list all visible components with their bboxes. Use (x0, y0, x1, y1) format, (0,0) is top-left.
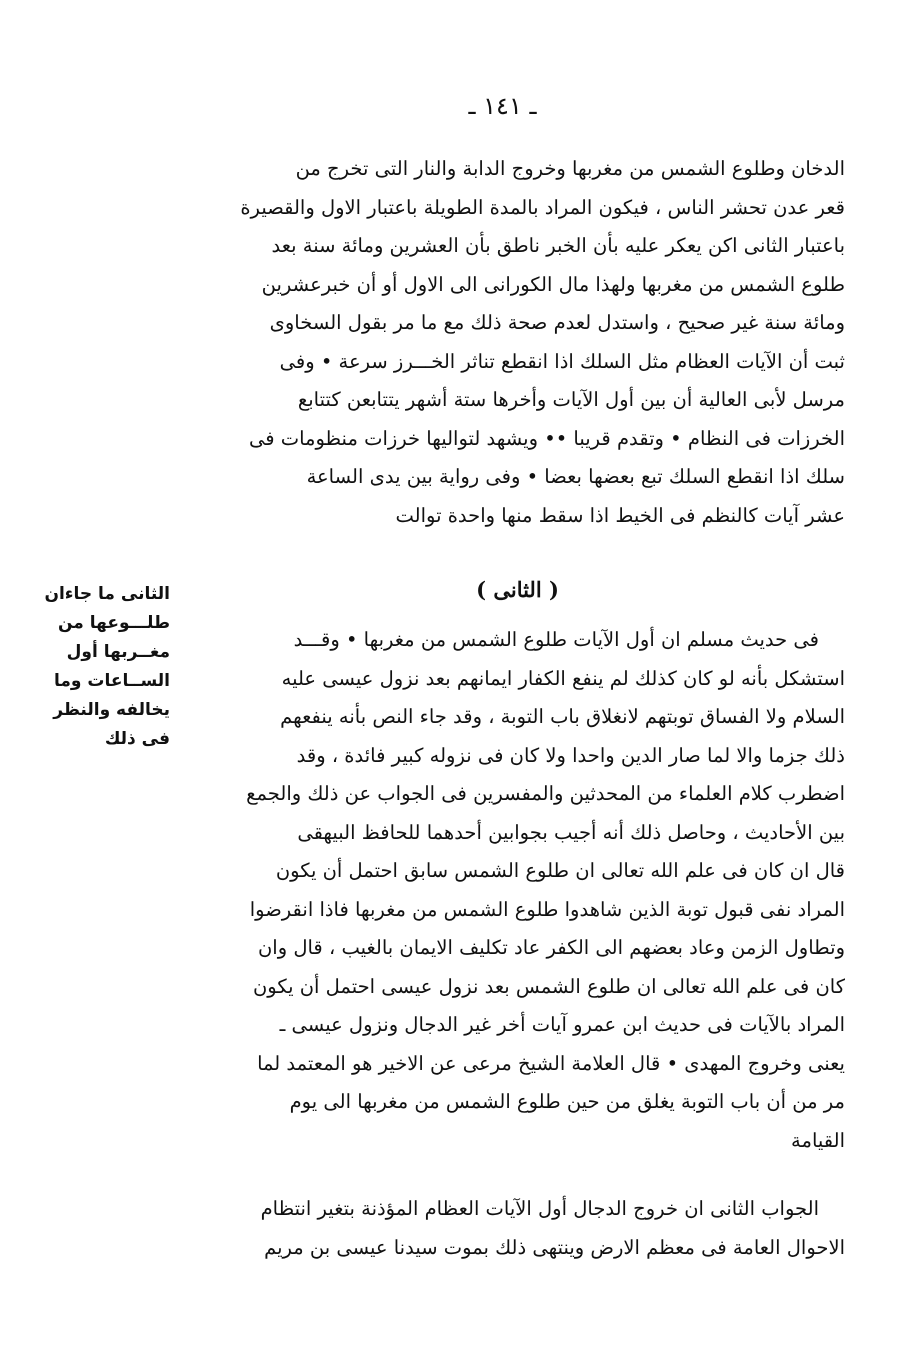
page-number: ـ ١٤١ ـ (468, 92, 537, 120)
margin-note-line: فى ذلك (104, 729, 170, 749)
text-line: القيامة (791, 1128, 845, 1152)
text-line: ذلك جزما والا لما صار الدين واحدا ولا كان فى نزوله كبير فائدة ، وقد (296, 743, 845, 767)
margin-note-line: الثانى ما جاءان (44, 584, 170, 604)
text-line: كان فى علم الله تعالى ان طلوع الشمس بعد نزول عيسى احتمل أن يكون (252, 974, 845, 998)
text-line: الاحوال العامة فى معظم الارض وينتهى ذلك بموت سيدنا عيسى بن مريم (264, 1235, 845, 1259)
text-line: الخرزات فى النظام • وتقدم قريبا •• ويشهد لتواليها خرزات منظومات فى (248, 426, 845, 450)
text-line: المراد نفى قبول توبة الذين شاهدوا طلوع الشمس من مغربها فاذا انقرضوا (249, 897, 845, 921)
margin-note-line: يخالفه والنظر (53, 700, 170, 720)
text-line: ثبت أن الآيات العظام مثل السلك اذا انقطع تناثر الخـــرز سرعة • وفى (279, 349, 845, 373)
margin-note-line: طلـــوعها من (57, 613, 170, 633)
second-paragraph (190, 621, 845, 1160)
text-line: فى حديث مسلم ان أول الآيات طلوع الشمس من مغربها • وقـــد (293, 628, 819, 651)
text-line: اضطرب كلام العلماء من المحدثين والمفسرين فى الجواب عن ذلك والجمع (246, 782, 845, 805)
text-line: ومائة سنة غير صحيح ، واستدل لعدم صحة ذلك مع ما مر بقول السخاوى (269, 311, 845, 334)
text-line: مر من أن باب التوبة يغلق من حين طلوع الشمس من مغربها الى يوم (289, 1090, 845, 1113)
text-line: المراد بالآيات فى حديث ابن عمرو آيات أخر غير الدجال ونزول عيسى ـ (279, 1013, 845, 1036)
text-line: الدخان وطلوع الشمس من مغربها وخروج الدابة والنار التى تخرج من (295, 157, 845, 180)
text-line: عشر آيات كالنظم فى الخيط اذا سقط منها واحدة توالت (395, 503, 845, 527)
margin-note-line: الســاعات وما (54, 671, 170, 691)
margin-note-line: مغــربها أول (66, 642, 170, 662)
margin-note (20, 580, 170, 754)
text-line: مرسل لأبى العالية أن بين أول الآيات وأخرها ستة أشهر يتتابعن كتتابع (297, 388, 845, 411)
third-paragraph (190, 1190, 845, 1267)
first-paragraph (190, 150, 845, 535)
text-line: بين الأحاديث ، وحاصل ذلك أنه أجيب بجوابين أحدهما للحافظ البيهقى (297, 820, 845, 844)
text-line: استشكل بأنه لو كان كذلك لم ينفع الكفار ايمانهم بعد نزول عيسى عليه (281, 666, 845, 690)
text-line: قال ان كان فى علم الله تعالى ان طلوع الشمس سابق احتمل أن يكون (275, 859, 845, 882)
text-line: باعتبار الثانى اكن يعكر عليه بأن الخبر ناطق بأن العشرين ومائة سنة بعد (271, 234, 845, 257)
text-line: طلوع الشمس من مغربها ولهذا مال الكورانى الى الاول أو أن خبرعشرين (261, 272, 845, 296)
text-line: السلام ولا الفساق توبتهم لانغلاق باب التوبة ، وقد جاء النص بأنه ينفعهم (280, 705, 845, 728)
text-line: سلك اذا انقطع السلك تبع بعضها بعضا • وفى رواية بين يدى الساعة (306, 465, 845, 488)
text-line: الجواب الثانى ان خروج الدجال أول الآيات العظام المؤذنة بتغير انتظام (260, 1197, 819, 1220)
text-line: قعر عدن تحشر الناس ، فيكون المراد بالمدة الطويلة باعتبار الاول والقصيرة (240, 195, 845, 219)
text-line: وتطاول الزمن وعاد بعضهم الى الكفر عاد تكليف الايمان بالغيب ، قال وان (257, 936, 845, 959)
text-line: يعنى وخروج المهدى • قال العلامة الشيخ مرعى عن الاخير هو المعتمد لما (257, 1051, 845, 1075)
section-heading: ( الثانى ) (476, 577, 559, 602)
